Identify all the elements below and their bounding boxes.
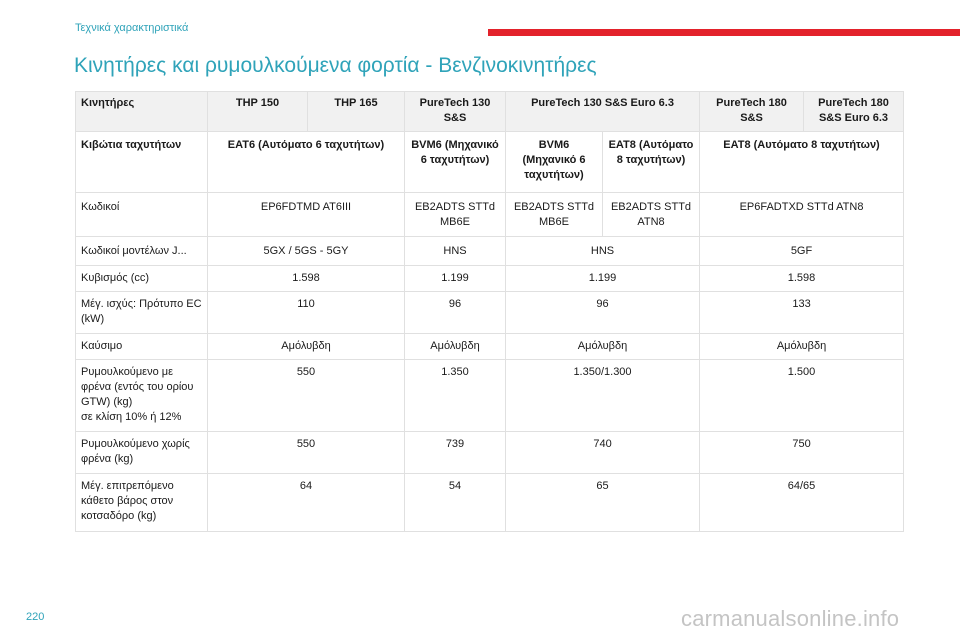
braked-trailer-label: [76, 360, 208, 432]
table-row-model-codes: [76, 237, 904, 266]
braked-label-line-3: GTW) (kg): [81, 396, 133, 408]
page-title: Κινητήρες και ρυμουλκούμενα φορτία - Βενζινοκινητήρες: [74, 54, 597, 77]
power-puretech-180: 133: [700, 292, 904, 334]
unbraked-puretech-130-euro63: 740: [506, 432, 700, 474]
table-row-gearbox: [76, 132, 904, 193]
engine-thp-150: THP 150: [208, 92, 308, 132]
braked-puretech-130: 1.350: [405, 360, 506, 432]
unbraked-trailer-label: Ρυμουλκούμενο χωρίς φρένα (kg): [76, 432, 208, 474]
code-puretech-130-atn8: EB2ADTS STTd ATN8: [603, 193, 700, 237]
watermark: carmanualsonline.info: [681, 606, 900, 631]
displacement-puretech-130: 1.199: [405, 266, 506, 292]
engine-puretech-130: PureTech 130 S&S: [405, 92, 506, 132]
fuel-puretech-180: Αμόλυβδη: [700, 334, 904, 360]
engine-thp-165: THP 165: [308, 92, 405, 132]
header-accent-bar: [488, 29, 960, 36]
codes-label: Κωδικοί: [76, 193, 208, 237]
table-row-nose-weight: [76, 474, 904, 532]
unbraked-puretech-130: 739: [405, 432, 506, 474]
engine-puretech-180-euro63: PureTech 180 S&S Euro 6.3: [804, 92, 904, 132]
displacement-label: Κυβισμός (cc): [76, 266, 208, 292]
displacement-puretech-130-euro63: 1.199: [506, 266, 700, 292]
engine-specs-table: [75, 91, 904, 532]
braked-thp: 550: [208, 360, 405, 432]
unbraked-puretech-180: 750: [700, 432, 904, 474]
table-row-displacement: [76, 266, 904, 292]
braked-puretech-180: 1.500: [700, 360, 904, 432]
nose-weight-label: Μέγ. επιτρεπόμενο κάθετο βάρος στον κοτσαδόρο (kg): [76, 474, 208, 532]
gearbox-bvm6-a: BVM6 (Μηχανικό 6 ταχυτήτων): [405, 132, 506, 193]
gearbox-label: Κιβώτια ταχυτήτων: [76, 132, 208, 193]
displacement-thp: 1.598: [208, 266, 405, 292]
power-puretech-130-euro63: 96: [506, 292, 700, 334]
nose-weight-puretech-130: 54: [405, 474, 506, 532]
displacement-puretech-180: 1.598: [700, 266, 904, 292]
table-row-engines: [76, 92, 904, 132]
code-puretech-180: EP6FADTXD STTd ATN8: [700, 193, 904, 237]
model-codes-label: Κωδικοί μοντέλων J...: [76, 237, 208, 266]
unbraked-thp: 550: [208, 432, 405, 474]
gearbox-bvm6-b: BVM6 (Μηχανικό 6 ταχυτήτων): [506, 132, 603, 193]
braked-label-line-1: Ρυμουλκούμενο με: [81, 366, 173, 378]
nose-weight-thp: 64: [208, 474, 405, 532]
fuel-label: Καύσιμο: [76, 334, 208, 360]
table-row-fuel: [76, 334, 904, 360]
gearbox-eat8-b: EAT8 (Αυτόματο 8 ταχυτήτων): [700, 132, 904, 193]
table-row-braked-trailer: [76, 360, 904, 432]
table-row-unbraked-trailer: [76, 432, 904, 474]
code-thp: EP6FDTMD AT6III: [208, 193, 405, 237]
model-code-puretech-130: HNS: [405, 237, 506, 266]
braked-puretech-130-euro63: 1.350/1.300: [506, 360, 700, 432]
table-row-codes: [76, 193, 904, 237]
code-puretech-130: EB2ADTS STTd MB6E: [405, 193, 506, 237]
model-code-thp: 5GX / 5GS - 5GY: [208, 237, 405, 266]
engine-puretech-130-euro63: PureTech 130 S&S Euro 6.3: [506, 92, 700, 132]
model-code-puretech-180: 5GF: [700, 237, 904, 266]
power-label: Μέγ. ισχύς: Πρότυπο EC (kW): [76, 292, 208, 334]
page-number: 220: [26, 611, 45, 623]
nose-weight-puretech-180: 64/65: [700, 474, 904, 532]
fuel-thp: Αμόλυβδη: [208, 334, 405, 360]
code-puretech-130-euro63: EB2ADTS STTd MB6E: [506, 193, 603, 237]
section-heading: Τεχνικά χαρακτηριστικά: [75, 22, 189, 34]
nose-weight-puretech-130-euro63: 65: [506, 474, 700, 532]
fuel-puretech-130: Αμόλυβδη: [405, 334, 506, 360]
engines-label: Κινητήρες: [76, 92, 208, 132]
gearbox-eat8-a: EAT8 (Αυτόματο 8 ταχυτήτων): [603, 132, 700, 193]
power-thp: 110: [208, 292, 405, 334]
table-row-power: [76, 292, 904, 334]
braked-label-line-2: φρένα (εντός του ορίου: [81, 381, 194, 393]
model-code-puretech-130-euro63: HNS: [506, 237, 700, 266]
power-puretech-130: 96: [405, 292, 506, 334]
fuel-puretech-130-euro63: Αμόλυβδη: [506, 334, 700, 360]
braked-label-line-4: σε κλίση 10% ή 12%: [81, 411, 182, 423]
gearbox-eat6: EAT6 (Αυτόματο 6 ταχυτήτων): [208, 132, 405, 193]
engine-puretech-180: PureTech 180 S&S: [700, 92, 804, 132]
